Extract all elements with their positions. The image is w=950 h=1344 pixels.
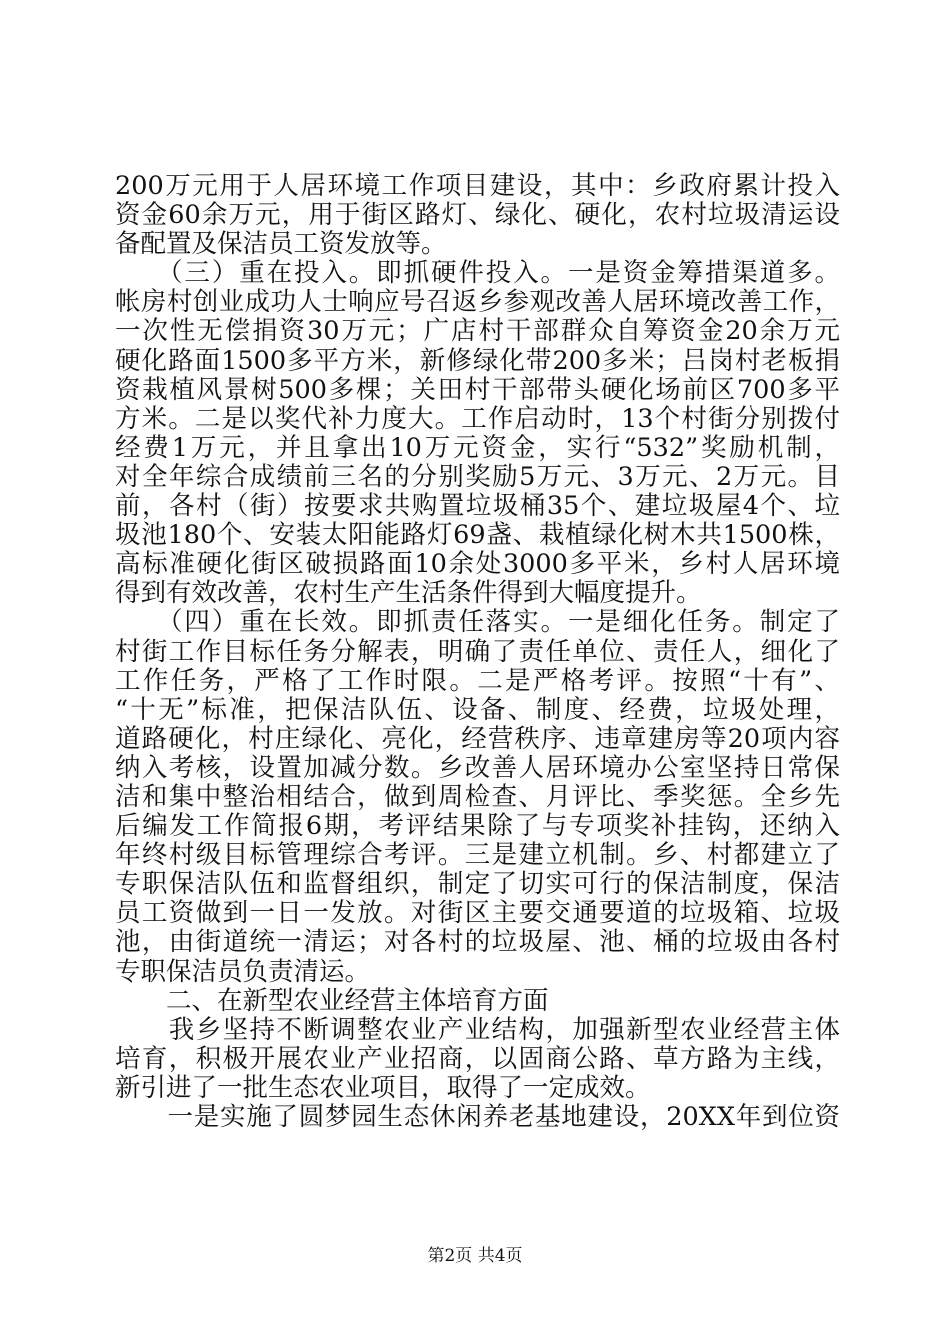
text-line: 一次性无偿捐资30万元；广店村干部群众自筹资金20余万元 <box>115 317 840 347</box>
text-line: 方米。二是以奖代补力度大。工作启动时，13个村街分别拨付 <box>115 404 840 434</box>
text-line: （四）重在长效。即抓责任落实。一是细化任务。制定了 <box>115 608 840 638</box>
text-line: 经费1万元，并且拿出10万元资金，实行“532”奖励机制， <box>115 433 840 463</box>
text-line: 村街工作目标任务分解表，明确了责任单位、责任人，细化了 <box>115 637 840 667</box>
text-line: 200万元用于人居环境工作项目建设，其中：乡政府累计投入 <box>115 172 840 201</box>
text-line: “十无”标准，把保洁队伍、设备、制度、经费，垃圾处理， <box>115 695 840 725</box>
page-footer: 第2页 共4页 <box>427 1246 523 1266</box>
text-line: 帐房村创业成功人士响应号召返乡参观改善人居环境改善工作， <box>115 288 840 318</box>
text-line: 道路硬化，村庄绿化、亮化，经营秩序、违章建房等20项内容 <box>115 724 840 754</box>
text-line: 池，由街道统一清运；对各村的垃圾屋、池、桶的垃圾由各村 <box>115 928 840 958</box>
text-line: 二、在新型农业经营主体培育方面 <box>115 986 549 1016</box>
text-line: 高标准硬化街区破损路面10余处3000多平米，乡村人居环境 <box>115 550 840 580</box>
text-line: 我乡坚持不断调整农业产业结构，加强新型农业经营主体 <box>115 1015 840 1045</box>
text-line: 后编发工作简报6期，考评结果除了与专项奖补挂钩，还纳入 <box>115 812 840 842</box>
text-line: 备配置及保洁员工资发放等。 <box>115 230 447 260</box>
text-line: 资金60余万元，用于街区路灯、绿化、硬化，农村垃圾清运设 <box>115 201 840 231</box>
text-line: 资栽植风景树500多棵；关田村干部带头硬化场前区700多平 <box>115 375 840 405</box>
text-line: 前，各村（街）按要求共购置垃圾桶35个、建垃圾屋4个、垃 <box>115 492 840 522</box>
text-line: 专职保洁员负责清运。 <box>115 957 371 987</box>
text-line: 纳入考核，设置加减分数。乡改善人居环境办公室坚持日常保 <box>115 753 840 783</box>
text-line: 洁和集中整治相结合，做到周检查、月评比、季奖惩。全乡先 <box>115 782 840 812</box>
document-body <box>115 172 840 1132</box>
text-line: 得到有效改善，农村生产生活条件得到大幅度提升。 <box>115 579 702 609</box>
text-line: 硬化路面1500多平方米，新修绿化带200多米；吕岗村老板捐 <box>115 346 840 376</box>
text-line: 新引进了一批生态农业项目，取得了一定成效。 <box>115 1073 651 1103</box>
text-line: 培育，积极开展农业产业招商，以固商公路、草方路为主线， <box>115 1044 840 1074</box>
text-line: 对全年综合成绩前三名的分别奖励5万元、3万元、2万元。目 <box>115 462 840 492</box>
text-line: 员工资做到一日一发放。对街区主要交通要道的垃圾箱、垃圾 <box>115 899 840 929</box>
text-line: 圾池180个、安装太阳能路灯69盏、栽植绿化树木共1500株， <box>115 521 840 551</box>
text-line: 一是实施了圆梦园生态休闲养老基地建设，20XX年到位资 <box>115 1103 840 1132</box>
text-line: （三）重在投入。即抓硬件投入。一是资金筹措渠道多。 <box>115 259 840 289</box>
text-line: 专职保洁队伍和监督组织，制定了切实可行的保洁制度，保洁 <box>115 870 840 900</box>
text-line: 工作任务，严格了工作时限。二是严格考评。按照“十有”、 <box>115 666 840 696</box>
text-line: 年终村级目标管理综合考评。三是建立机制。乡、村都建立了 <box>115 841 840 871</box>
